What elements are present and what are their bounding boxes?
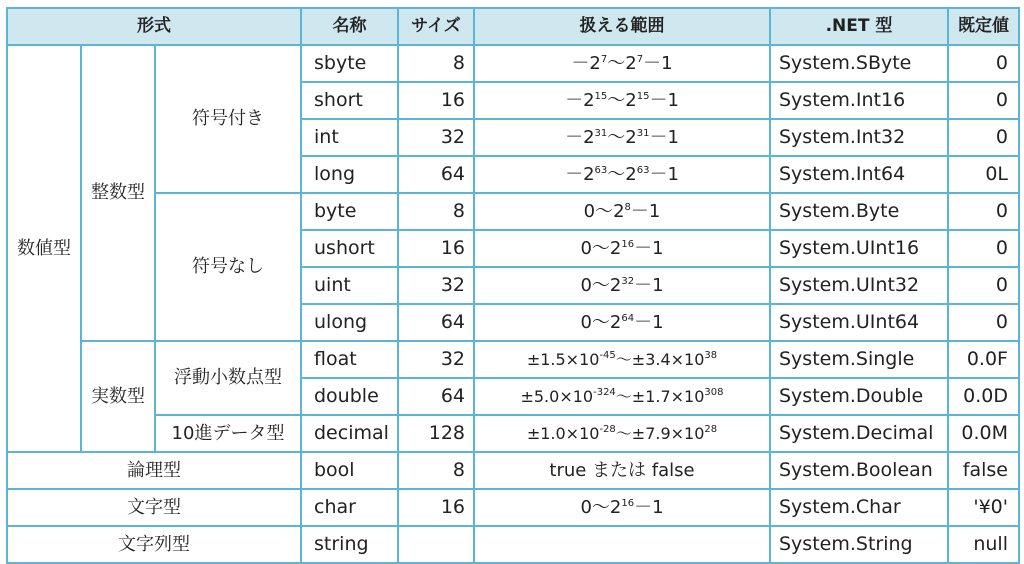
header-row — [7, 8, 1019, 45]
default-value: 0 — [948, 304, 1019, 341]
type-name: ushort — [301, 230, 398, 267]
type-name: int — [301, 119, 398, 156]
type-range: $0\sim 2^{16}-1$ — [474, 489, 770, 526]
type-size: 64 — [398, 156, 474, 193]
net-type: System.UInt32 — [770, 267, 948, 304]
type-name: ulong — [301, 304, 398, 341]
default-value: '¥0' — [948, 489, 1019, 526]
header-size: サイズ — [398, 8, 474, 45]
header-range: 扱える範囲 — [474, 8, 770, 45]
group-floating: 浮動小数点型 — [155, 341, 301, 415]
group-numeric: 数値型 — [7, 45, 81, 452]
type-range: $\pm 1.0\times 10^{-28}\sim\pm 7.9\times 10^{28}$ — [474, 415, 770, 452]
type-name: short — [301, 82, 398, 119]
table-row — [7, 341, 1019, 378]
group-decimal-kind: 10進データ型 — [155, 415, 301, 452]
net-type: System.UInt16 — [770, 230, 948, 267]
header-default: 既定値 — [948, 8, 1019, 45]
net-type: System.UInt64 — [770, 304, 948, 341]
net-type: System.Boolean — [770, 452, 948, 489]
default-value: 0 — [948, 193, 1019, 230]
type-size: 64 — [398, 378, 474, 415]
net-type: System.Decimal — [770, 415, 948, 452]
net-type: System.Char — [770, 489, 948, 526]
type-name: long — [301, 156, 398, 193]
type-size: 8 — [398, 193, 474, 230]
group-string-kind: 文字列型 — [7, 526, 301, 563]
default-value: 0 — [948, 267, 1019, 304]
type-range: $-2^7\sim 2^7-1$ — [474, 45, 770, 82]
type-size: 16 — [398, 489, 474, 526]
net-type: System.SByte — [770, 45, 948, 82]
type-name: uint — [301, 267, 398, 304]
group-real: 実数型 — [81, 341, 155, 452]
table-row — [7, 452, 1019, 489]
table-row — [7, 489, 1019, 526]
type-range: $-2^{15}\sim 2^{15}-1$ — [474, 82, 770, 119]
default-value: 0.0F — [948, 341, 1019, 378]
type-name: double — [301, 378, 398, 415]
type-range — [474, 526, 770, 563]
type-range: $\pm 1.5\times 10^{-45}\sim\pm 3.4\times 10^{38}$ — [474, 341, 770, 378]
type-size: 16 — [398, 230, 474, 267]
table-row — [7, 526, 1019, 563]
type-size: 32 — [398, 341, 474, 378]
header-net-type: .NET 型 — [770, 8, 948, 45]
default-value: false — [948, 452, 1019, 489]
default-value: 0L — [948, 156, 1019, 193]
default-value: 0.0M — [948, 415, 1019, 452]
type-name: char — [301, 489, 398, 526]
type-size: 128 — [398, 415, 474, 452]
type-name: sbyte — [301, 45, 398, 82]
type-size: 64 — [398, 304, 474, 341]
type-range: $\pm 5.0\times 10^{-324}\sim\pm 1.7\times 10^{308}$ — [474, 378, 770, 415]
default-value: 0 — [948, 45, 1019, 82]
default-value: 0.0D — [948, 378, 1019, 415]
type-range: $-2^{63}\sim 2^{63}-1$ — [474, 156, 770, 193]
default-value: 0 — [948, 82, 1019, 119]
net-type: System.Int64 — [770, 156, 948, 193]
type-name: string — [301, 526, 398, 563]
type-name: float — [301, 341, 398, 378]
table-row — [7, 193, 1019, 230]
type-size: 16 — [398, 82, 474, 119]
type-range: true または false — [474, 452, 770, 489]
net-type: System.Double — [770, 378, 948, 415]
header-name: 名称 — [301, 8, 398, 45]
group-logical: 論理型 — [7, 452, 301, 489]
type-name: byte — [301, 193, 398, 230]
default-value: 0 — [948, 119, 1019, 156]
default-value: null — [948, 526, 1019, 563]
header-format: 形式 — [7, 8, 301, 45]
table-row — [7, 415, 1019, 452]
default-value: 0 — [948, 230, 1019, 267]
type-range: $0\sim 2^8-1$ — [474, 193, 770, 230]
type-size — [398, 526, 474, 563]
type-range: $0\sim 2^{16}-1$ — [474, 230, 770, 267]
net-type: System.String — [770, 526, 948, 563]
net-type: System.Single — [770, 341, 948, 378]
group-signed: 符号付き — [155, 45, 301, 193]
type-name: decimal — [301, 415, 398, 452]
net-type: System.Int32 — [770, 119, 948, 156]
type-size: 32 — [398, 267, 474, 304]
type-size: 8 — [398, 452, 474, 489]
group-unsigned: 符号なし — [155, 193, 301, 341]
type-name: bool — [301, 452, 398, 489]
net-type: System.Int16 — [770, 82, 948, 119]
type-range: $0\sim 2^{64}-1$ — [474, 304, 770, 341]
type-size: 8 — [398, 45, 474, 82]
table-row — [7, 45, 1019, 82]
group-character: 文字型 — [7, 489, 301, 526]
net-type: System.Byte — [770, 193, 948, 230]
type-range: $0\sim 2^{32}-1$ — [474, 267, 770, 304]
group-integer: 整数型 — [81, 45, 155, 341]
type-size: 32 — [398, 119, 474, 156]
data-types-table — [6, 7, 1020, 564]
type-range: $-2^{31}\sim 2^{31}-1$ — [474, 119, 770, 156]
